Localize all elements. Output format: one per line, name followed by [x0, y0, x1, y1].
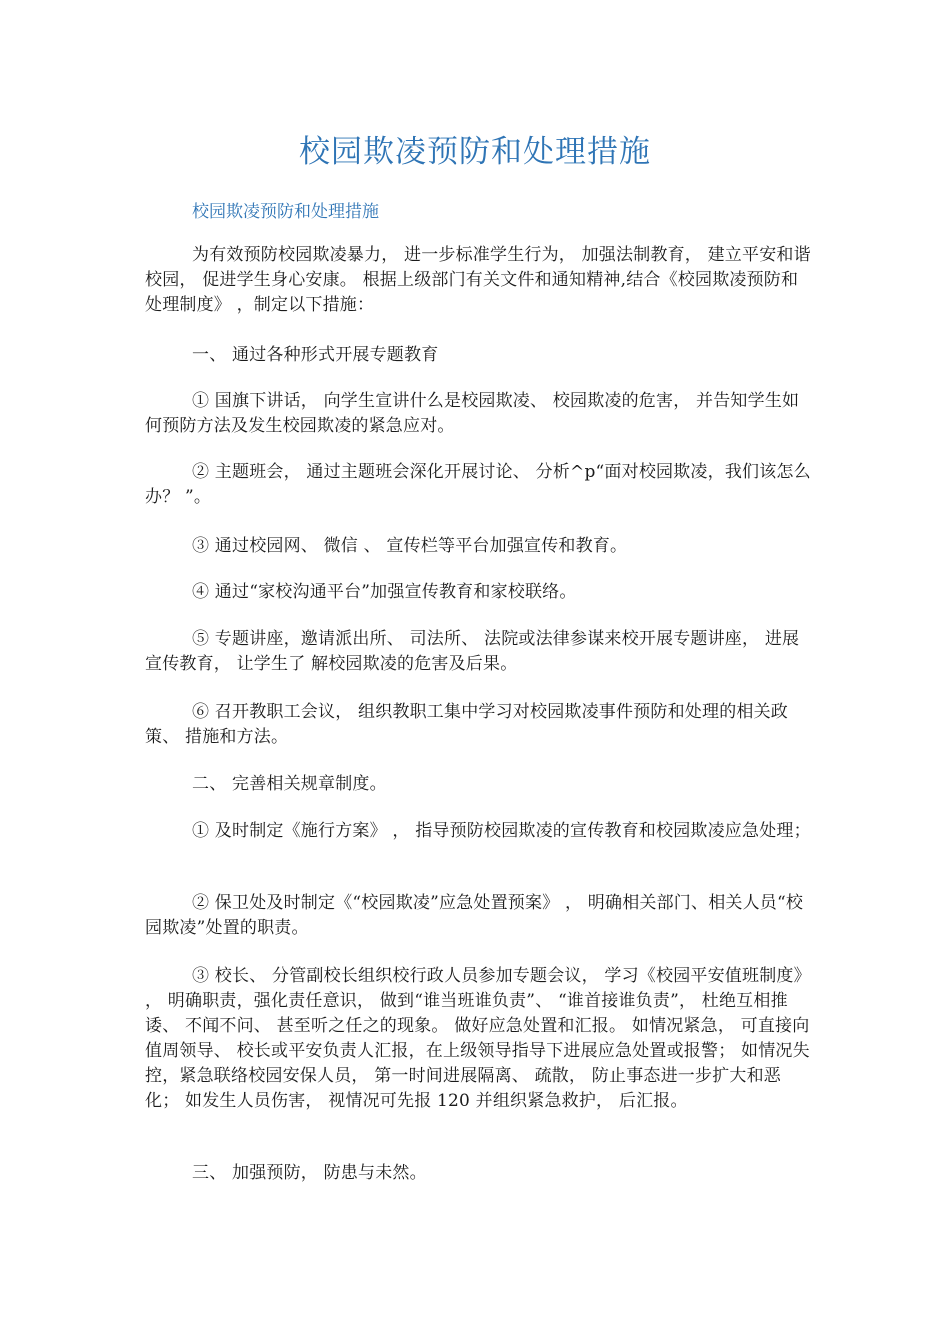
- list-item: ② 主题班会， 通过主题班会深化开展讨论、 分析^p“面对校园欺凌，我们该怎么办？ ”。: [145, 462, 811, 507]
- list-item: ④ 通过“家校沟通平台”加强宣传教育和家校联络。: [192, 582, 577, 602]
- list-item: ③ 通过校园网、 微信 、 宣传栏等平台加强宣传和教育。: [192, 536, 628, 556]
- list-item: ③ 校长、 分管副校长组织校行政人员参加专题会议， 学习《校园平安值班制度》 ， 明确职责，强化责任意识， 做到“谁当班谁负责”、 “谁首接谁负责”， 杜绝互相推诿、 不闻不问、 甚至听之任之的现象。 做好应急处置和汇报。 如情况紧急， 可直接向值周领导、 校长或平安负责人汇报，在上级领导指导下进展应急处置或报警； 如情况失控，紧急联络校园安保人员， 第一时间进展隔离、 疏散， 防止事态进一步扩大和恶化； 如发生人员伤害， 视情况可先报 120 并组织紧急救护， 后汇报。: [145, 966, 811, 1111]
- list-item: ① 国旗下讲话， 向学生宣讲什么是校园欺凌、 校园欺凌的危害， 并告知学生如何预防方法及发生校园欺凌的紧急应对。: [145, 391, 800, 436]
- list-item: ② 保卫处及时制定《“校园欺凌”应急处置预案》 ， 明确相关部门、相关人员“校园欺凌”处置的职责。: [145, 893, 804, 938]
- section-heading-3: 三、 加强预防， 防患与未然。: [192, 1163, 427, 1183]
- intro-paragraph: 为有效预防校园欺凌暴力， 进一步标准学生行为， 加强法制教育， 建立平安和谐校园， 促进学生身心安康。 根据上级部门有关文件和通知精神,结合《校园欺凌预防和处理制度》 ，制定以下措施：: [145, 245, 811, 315]
- list-item: ⑤ 专题讲座，邀请派出所、 司法所、 法院或法律参谋来校开展专题讲座， 进展宣传教育， 让学生了 解校园欺凌的危害及后果。: [145, 629, 800, 674]
- document-subtitle: 校园欺凌预防和处理措施: [192, 202, 379, 222]
- list-item: ① 及时制定《施行方案》 ， 指导预防校园欺凌的宣传教育和校园欺凌应急处理；: [192, 821, 811, 841]
- document-title: 校园欺凌预防和处理措施: [299, 134, 651, 170]
- list-item: ⑥ 召开教职工会议， 组织教职工集中学习对校园欺凌事件预防和处理的相关政策、 措施和方法。: [145, 702, 789, 747]
- section-heading-2: 二、 完善相关规章制度。: [192, 774, 387, 794]
- section-heading-1: 一、 通过各种形式开展专题教育: [192, 345, 439, 365]
